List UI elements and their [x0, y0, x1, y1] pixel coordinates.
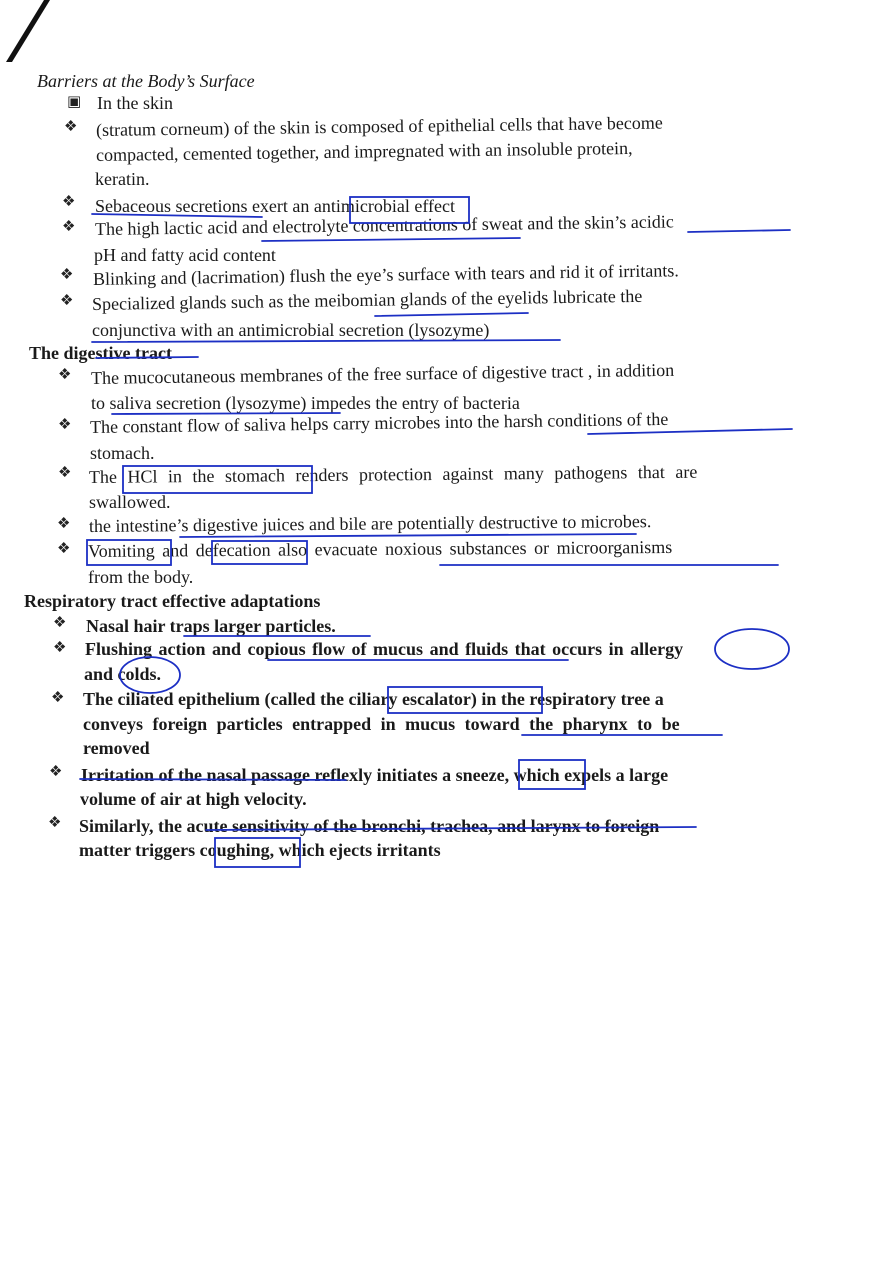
scribble-bullet-icon: ❖: [62, 219, 76, 235]
skin-item-6-line-1: Specialized glands such as the meibomian glands of the eyelids lubricate the: [91, 285, 643, 314]
respiratory-item-4-line-2: volume of air at high velocity.: [80, 789, 307, 809]
scribble-bullet-icon: ❖: [64, 119, 78, 135]
respiratory-item-2-line-1: Flushing action and copious flow of mucus and fluids that occurs in allergy: [85, 639, 684, 659]
section-heading-digestive: The digestive tract: [29, 343, 172, 363]
circle-allergy: [715, 629, 789, 669]
scribble-bullet-icon: ❖: [60, 267, 74, 283]
digestive-item-3-line-1: The HCl in the stomach renders protection against many pathogens that are: [88, 461, 698, 487]
skin-item-4-line-1: The high lactic acid and electrolyte concentrations of sweat and the skin’s acidic: [94, 211, 674, 239]
skin-item-6-line-2: conjunctiva with an antimicrobial secretion (lysozyme): [92, 320, 490, 340]
corner-pen-mark: [0, 0, 60, 70]
respiratory-item-2-line-2: and colds.: [84, 664, 162, 684]
scribble-bullet-icon: ❖: [60, 293, 74, 309]
skin-item-2-line-2: compacted, cemented together, and impregnated with an insoluble protein,: [95, 137, 633, 165]
scribble-bullet-icon: ❖: [58, 367, 72, 383]
digestive-item-4: the intestine’s digestive juices and bile are potentially destructive to microbes.: [88, 511, 652, 536]
section-heading-respiratory: Respiratory tract effective adaptations: [24, 591, 321, 611]
digestive-item-1-line-1: The mucocutaneous membranes of the free surface of digestive tract , in addition: [90, 359, 675, 388]
scribble-bullet-icon: ❖: [53, 640, 67, 656]
underline-skins-acidic: [688, 230, 790, 232]
skin-item-1: In the skin: [97, 93, 173, 113]
scribble-bullet-icon: ❖: [48, 815, 62, 831]
underline-concentrations: [262, 238, 520, 241]
skin-item-2-line-1: (stratum corneum) of the skin is composed of epithelial cells that have become: [95, 112, 663, 140]
respiratory-item-3-line-2: conveys foreign particles entrapped in mucus toward the pharynx to be: [83, 714, 680, 734]
digestive-item-3-line-2: swallowed.: [89, 492, 171, 512]
digestive-item-5-line-1: Vomiting and defecation also evacuate noxious substances or microorganisms: [87, 536, 673, 561]
digestive-item-1-line-2: to saliva secretion (lysozyme) impedes the entry of bacteria: [91, 393, 520, 413]
scribble-bullet-icon: ❖: [57, 541, 71, 557]
digestive-item-5-line-2: from the body.: [88, 567, 194, 587]
scribble-bullet-icon: ❖: [58, 465, 72, 481]
digestive-item-2-line-1: The constant flow of saliva helps carry microbes into the harsh conditions of the: [89, 408, 669, 437]
digestive-item-2-line-2: stomach.: [90, 443, 155, 463]
boxed-square-icon: ▣: [67, 94, 82, 110]
respiratory-item-1: Nasal hair traps larger particles.: [86, 616, 336, 636]
skin-item-2-line-3: keratin.: [95, 169, 150, 189]
respiratory-item-3-line-1: The ciliated epithelium (called the ciliary escalator) in the respiratory tree a: [83, 689, 664, 709]
section-heading-skin: Barriers at the Body’s Surface: [37, 71, 255, 91]
skin-item-3: Sebaceous secretions exert an antimicrobial effect: [95, 196, 456, 216]
scribble-bullet-icon: ❖: [53, 615, 67, 631]
skin-item-5: Blinking and (lacrimation) flush the eye’s surface with tears and rid it of irritants.: [92, 260, 679, 289]
respiratory-item-3-line-3: removed: [83, 738, 150, 758]
underline-meibomian: [375, 313, 528, 316]
scribble-bullet-icon: ❖: [57, 516, 71, 532]
respiratory-item-4-line-1: Irritation of the nasal passage reflexly initiates a sneeze, which expels a large: [81, 765, 669, 785]
scribble-bullet-icon: ❖: [51, 690, 65, 706]
scribble-bullet-icon: ❖: [62, 194, 76, 210]
respiratory-item-5-line-1: Similarly, the acute sensitivity of the bronchi, trachea, and larynx to foreign: [79, 816, 660, 836]
scribble-bullet-icon: ❖: [49, 764, 63, 780]
skin-item-4-line-2: pH and fatty acid content: [94, 245, 276, 265]
respiratory-item-5-line-2: matter triggers coughing, which ejects irritants: [79, 840, 441, 860]
scribble-bullet-icon: ❖: [58, 417, 72, 433]
